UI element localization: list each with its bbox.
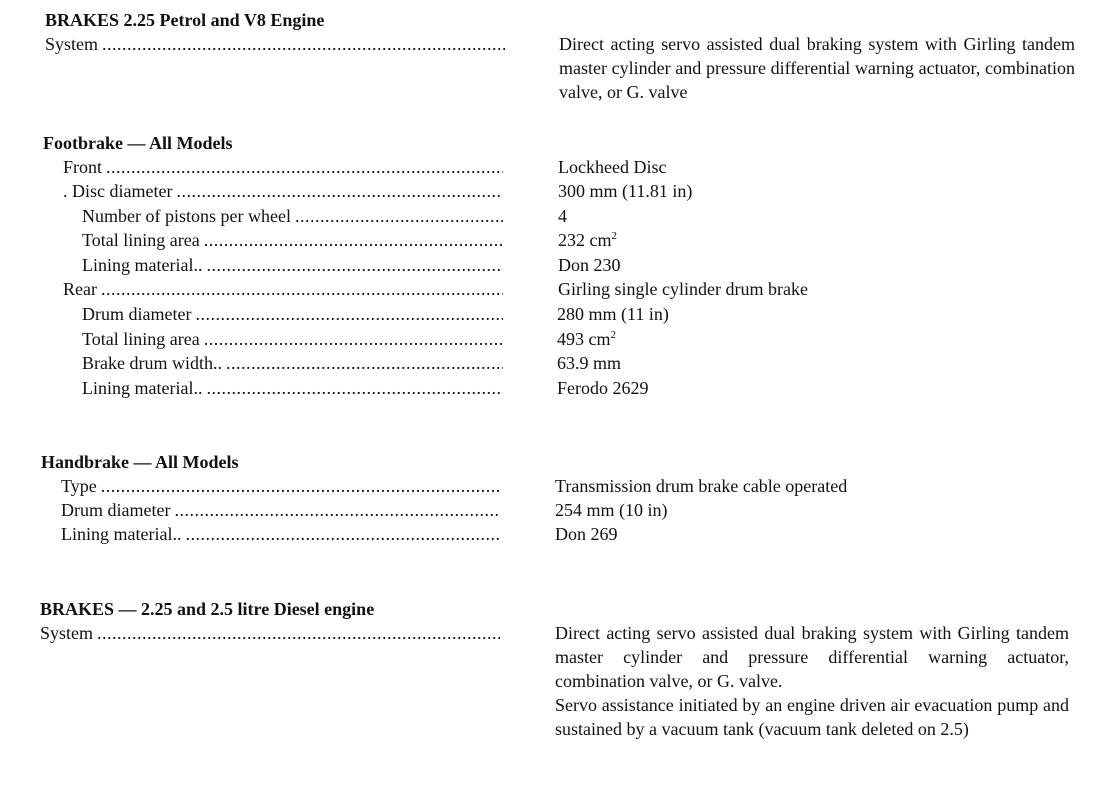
section-heading-diesel: BRAKES — 2.25 and 2.5 litre Diesel engine [40,599,375,619]
spec-value [558,253,621,277]
spec-row [82,376,503,400]
leader-dots [106,155,503,179]
superscript: 2 [611,230,617,242]
spec-value-text: Ferodo 2629 [557,378,649,398]
spec-label: Front [63,157,103,177]
leader-dots [204,228,503,252]
spec-label: Rear [63,279,97,299]
spec-value-text: 280 mm (11 in) [557,304,669,324]
spec-row [63,277,503,301]
spec-row [61,498,501,522]
spec-paragraph: Direct acting servo assisted dual braking system with Girling tandem master cylinder and pressure differential warning actuator, combination valve, or G. valve. [555,623,1069,691]
spec-row [82,302,503,326]
spec-value-text: 4 [558,206,567,226]
spec-value-text: Don 230 [558,255,621,275]
spec-value-text: Lockheed Disc [558,157,667,177]
spec-value [557,351,621,375]
leader-dots [295,204,503,228]
spec-row [61,474,501,498]
spec-row [82,351,503,375]
leader-dots [185,522,501,546]
spec-row [82,204,503,228]
spec-label: . Disc diameter [63,181,173,201]
spec-value-text: 232 cm [558,230,612,250]
spec-value-petrol-system [559,32,1075,104]
spec-row [82,228,503,252]
spec-value [558,204,567,228]
spec-row [63,179,503,203]
spec-label: Total lining area [82,329,200,349]
leader-dots [226,351,503,375]
leader-dots [102,32,505,56]
spec-row [63,155,503,179]
superscript: 2 [610,329,616,341]
spec-label: Lining material.. [82,255,203,275]
spec-value-text: Don 269 [555,524,618,544]
leader-dots [176,179,503,203]
spec-value [555,498,668,522]
spec-row [82,327,503,351]
spec-value [558,155,666,179]
spec-label: System [45,34,99,54]
spec-value-text: Girling single cylinder drum brake [558,279,808,299]
spec-value [558,179,692,203]
spec-value-text: Transmission drum brake cable operated [555,476,848,496]
section-heading-handbrake: Handbrake — All Models [41,452,239,472]
spec-label: System [40,623,94,643]
spec-value-text: 63.9 mm [557,353,622,373]
spec-value-text: 254 mm (10 in) [555,500,668,520]
spec-paragraph: Servo assistance initiated by an engine driven air evacuation pump and sustained by a vacuum tank (vacuum tank deleted on 2.5) [555,695,1069,739]
leader-dots [101,277,503,301]
spec-row [61,522,501,546]
leader-dots [101,474,501,498]
leader-dots [206,376,503,400]
spec-value-text: 300 mm (11.81 in) [558,181,693,201]
spec-value [555,474,847,498]
section-heading-footbrake: Footbrake — All Models [43,133,233,153]
spec-label: Total lining area [82,230,200,250]
spec-row-petrol-system [45,32,505,56]
leader-dots [195,302,503,326]
spec-value [557,376,649,400]
spec-label: Number of pistons per wheel [82,206,291,226]
spec-row [82,253,503,277]
spec-label: Drum diameter [61,500,171,520]
spec-value [558,277,808,301]
spec-label: Brake drum width.. [82,353,222,373]
leader-dots [174,498,501,522]
spec-paragraph: Direct acting servo assisted dual braking system with Girling tandem master cylinder and pressure differential warning actuator, combination valve, or G. valve [559,34,1075,102]
leader-dots [206,253,503,277]
spec-label: Drum diameter [82,304,192,324]
spec-value [558,228,617,252]
spec-value-text: 493 cm [557,329,611,349]
spec-label: Lining material.. [61,524,182,544]
spec-label: Lining material.. [82,378,203,398]
spec-value [557,327,616,351]
leader-dots [204,327,503,351]
leader-dots [97,621,500,645]
spec-value [557,302,669,326]
section-heading-petrol: BRAKES 2.25 Petrol and V8 Engine [45,10,325,30]
spec-value-diesel-system [555,621,1069,741]
spec-label: Type [61,476,97,496]
spec-value [555,522,618,546]
spec-row-diesel-system [40,621,500,645]
